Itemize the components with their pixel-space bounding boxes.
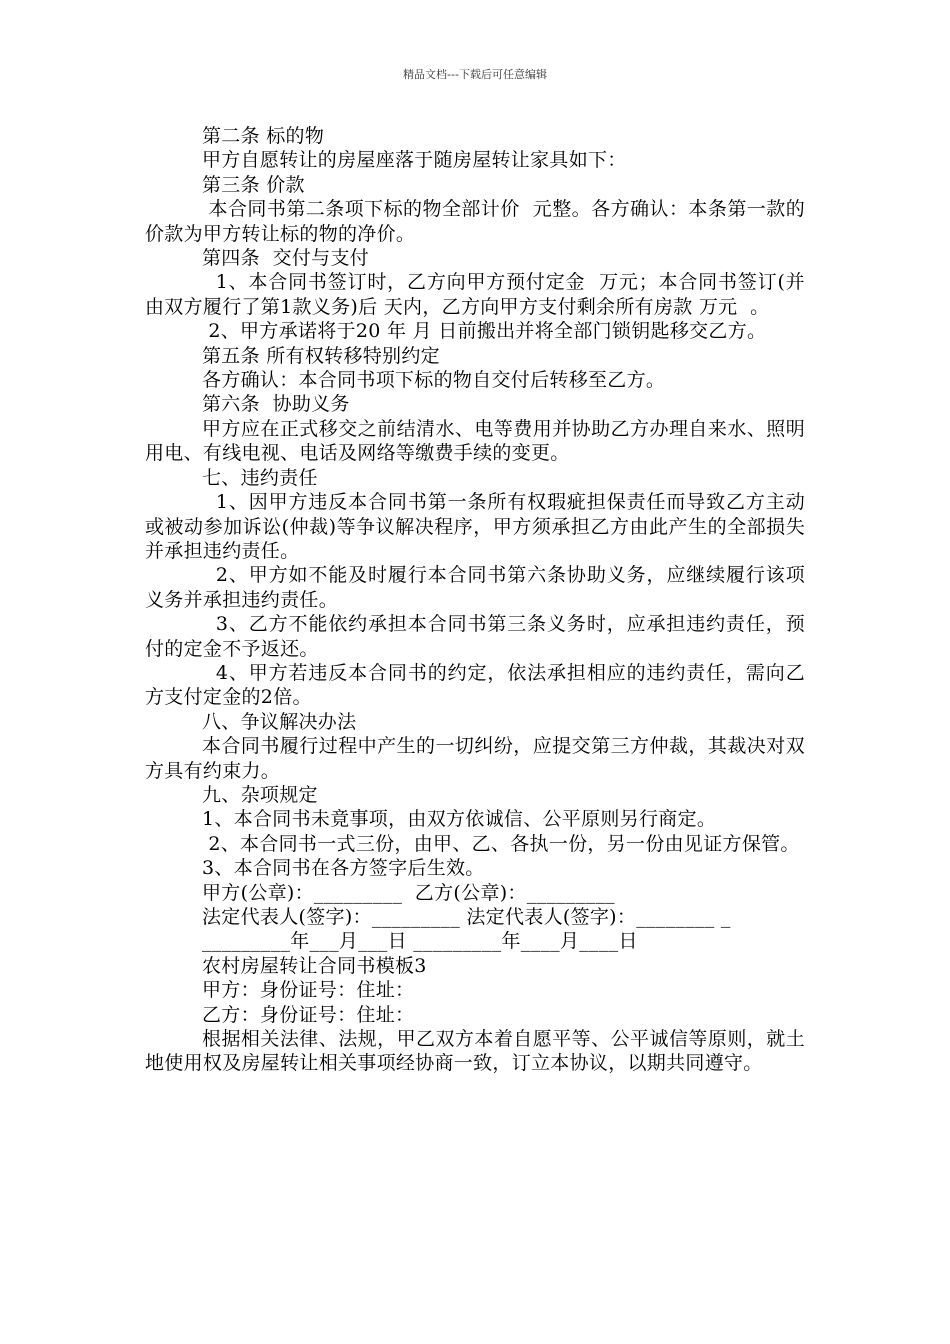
signature-line: 法定代表人(签字)：_________ 法定代表人(签字)：________ _ [202,906,731,928]
article-5-text: 各方确认：本合同书项下标的物自交付后转移至乙方。 [202,369,666,392]
section-7-clause-2: 2、甲方如不能及时履行本合同书第六条协助义务，应继续履行该项义务并承担违约责任。 [145,564,805,611]
section-7-clause-3: 3、乙方不能依约承担本合同书第三条义务时，应承担违约责任，预付的定金不予返还。 [145,613,805,660]
article-6-text: 甲方应在正式移交之前结清水、电等费用并协助乙方办理自来水、照明用电、有线电视、电话及网络等缴费手续的变更。 [145,417,805,465]
preamble-text: 根据相关法律、法规，甲乙双方本着自愿平等、公平诚信等原则，就土地使用权及房屋转让相关事项经协商一致，订立本协议，以期共同遵守。 [145,1028,805,1075]
article-4-heading: 第四条 交付与支付 [202,247,370,270]
date-line: _________年___月___日 _________年____月____日 [202,930,638,953]
article-3-text: 本合同书第二条项下标的物全部计价 元整。各方确认：本条第一款的价款为甲方转让标的物的净价。 [145,198,805,245]
article-3-heading: 第三条 价款 [202,173,305,196]
section-7-clause-4: 4、甲方若违反本合同书的约定，依法承担相应的违约责任，需向乙方支付定金的2倍。 [145,661,805,709]
template-title: 农村房屋转让合同书模板3 [202,954,427,977]
article-2-text: 甲方自愿转让的房屋座落于随房屋转让家具如下： [202,149,627,172]
section-8-heading: 八、争议解决办法 [202,710,357,733]
document-body [145,124,805,1076]
section-9-heading: 九、杂项规定 [202,783,318,806]
section-9-clause-3: 3、本合同书在各方签字后生效。 [202,857,485,880]
article-5-heading: 第五条 所有权转移特别约定 [202,344,440,367]
section-9-clause-1: 1、本合同书未竟事项，由双方依诚信、公平原则另行商定。 [202,808,717,831]
section-8-text: 本合同书履行过程中产生的一切纠纷，应提交第三方仲裁，其裁决对双方具有约束力。 [145,735,805,782]
article-4-clause-2: 2、甲方承诺将于20 年 月 日前搬出并将全部门锁钥匙移交乙方。 [202,320,767,343]
seal-line: 甲方(公章)：_________ 乙方(公章)：_________ [202,881,615,904]
section-9-clause-2: 2、本合同书一式三份，由甲、乙、各执一份，另一份由见证方保管。 [202,832,800,855]
article-6-heading: 第六条 协助义务 [202,393,350,416]
article-2-heading: 第二条 标的物 [202,125,325,147]
page-header: 精品文档---下载后可任意编辑 [403,68,547,81]
party-b-info: 乙方：身份证号：住址： [202,1003,415,1026]
section-7-clause-1: 1、因甲方违反本合同书第一条所有权瑕疵担保责任而导致乙方主动或被动参加诉讼(仲裁)等争议解决程序，甲方须承担乙方由此产生的全部损失并承担违约责任。 [145,491,805,562]
section-7-heading: 七、违约责任 [202,466,318,489]
party-a-info: 甲方：身份证号：住址： [202,979,415,1002]
article-4-clause-1: 1、本合同书签订时，乙方向甲方预付定金 万元；本合同书签订(并由双方履行了第1款义务)后 天内，乙方向甲方支付剩余所有房款 万元 。 [145,271,805,318]
